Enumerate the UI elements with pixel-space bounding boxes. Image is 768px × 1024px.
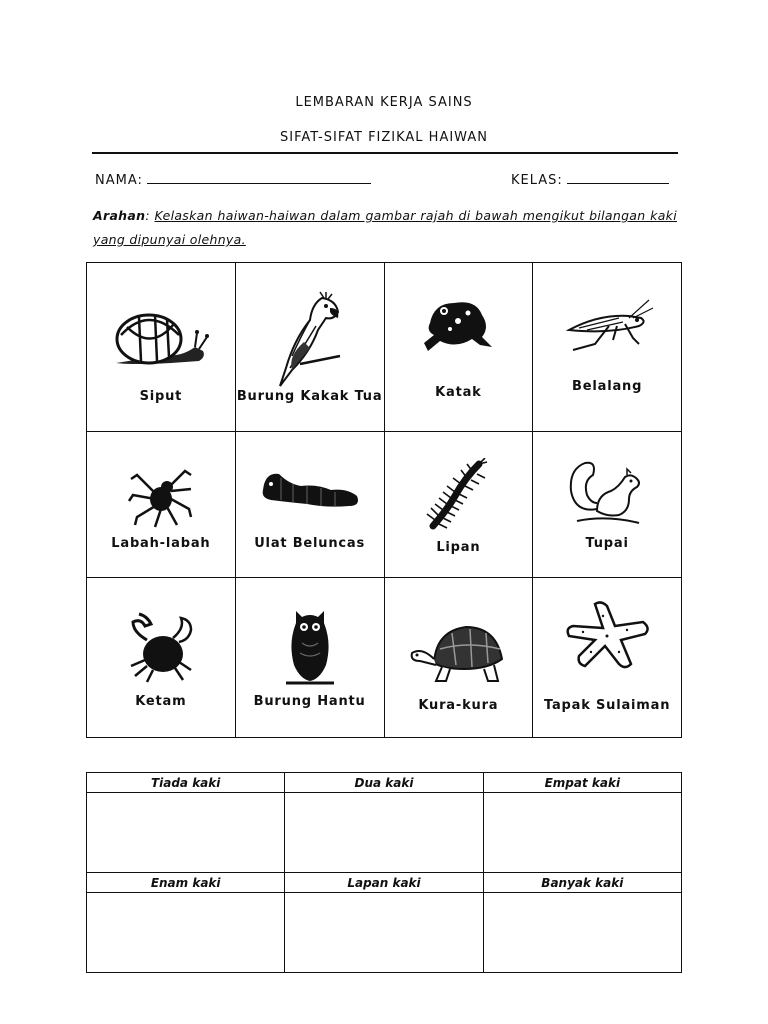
starfish-icon <box>559 598 655 674</box>
name-label: NAMA: <box>95 173 143 188</box>
snail-icon <box>111 305 211 375</box>
animal-cell <box>533 578 682 738</box>
animal-cell <box>384 263 533 432</box>
animal-cell <box>533 263 682 432</box>
name-blank-line[interactable] <box>147 170 371 184</box>
header-six-legs: Enam kaki <box>87 873 285 893</box>
instruction-text: Kelaskan haiwan-haiwan dalam gambar rajah di bawah mengikut bilangan kaki yang dipunyai olehnya. <box>93 208 677 247</box>
worksheet-title: LEMBARAN KERJA SAINS <box>295 95 473 110</box>
worksheet-subtitle: SIFAT-SIFAT FIZIKAL HAIWAN <box>280 130 488 145</box>
squirrel-icon <box>567 459 647 527</box>
header-two-legs: Dua kaki <box>285 773 483 793</box>
animal-label: Ketam <box>135 694 187 709</box>
answer-cell-eight-legs[interactable] <box>285 893 483 973</box>
header-four-legs: Empat kaki <box>483 773 681 793</box>
animal-label: Tupai <box>585 536 629 551</box>
animal-label: Katak <box>435 385 482 400</box>
animal-cell <box>384 432 533 578</box>
answer-cell-no-legs[interactable] <box>87 793 285 873</box>
animal-label: Burung Kakak Tua <box>236 389 383 404</box>
header-eight-legs: Lapan kaki <box>285 873 483 893</box>
owl-icon <box>282 603 338 687</box>
animal-grid <box>86 262 682 738</box>
grasshopper-icon <box>559 294 655 354</box>
animal-cell <box>235 578 384 738</box>
animal-cell <box>87 263 236 432</box>
animal-label: Siput <box>139 389 183 404</box>
frog-icon <box>420 293 496 359</box>
class-field <box>511 170 669 188</box>
animal-label: Burung Hantu <box>253 694 366 709</box>
animal-label: Lipan <box>436 540 481 555</box>
caterpillar-icon <box>257 466 363 512</box>
animal-label: Labah-labah <box>111 536 211 551</box>
header-many-legs: Banyak kaki <box>483 873 681 893</box>
answer-cell-two-legs[interactable] <box>285 793 483 873</box>
animal-cell <box>533 432 682 578</box>
header-no-legs: Tiada kaki <box>87 773 285 793</box>
class-blank-line[interactable] <box>567 170 669 184</box>
animal-cell <box>235 432 384 578</box>
answer-cell-four-legs[interactable] <box>483 793 681 873</box>
animal-label: Tapak Sulaiman <box>543 698 671 713</box>
answer-cell-six-legs[interactable] <box>87 893 285 973</box>
crab-icon <box>125 610 197 686</box>
header-divider <box>92 152 678 154</box>
animal-label: Belalang <box>572 379 643 394</box>
animal-cell <box>87 578 236 738</box>
animal-cell <box>384 578 533 738</box>
instruction-label: Arahan <box>93 208 146 223</box>
animal-label: Ulat Beluncas <box>254 536 366 551</box>
spider-icon <box>125 461 197 531</box>
parrot-icon <box>270 290 350 390</box>
tortoise-icon <box>408 619 508 687</box>
name-field <box>95 170 371 188</box>
instruction: Arahan: Kelaskan haiwan-haiwan dalam gambar rajah di bawah mengikut bilangan kaki yang dipunyai olehnya. <box>93 208 677 247</box>
answer-cell-many-legs[interactable] <box>483 893 681 973</box>
animal-label: Kura-kura <box>418 698 499 713</box>
animal-cell <box>87 432 236 578</box>
animal-cell <box>235 263 384 432</box>
centipede-icon <box>425 458 491 532</box>
classification-table <box>86 772 682 973</box>
class-label: KELAS: <box>511 173 563 188</box>
